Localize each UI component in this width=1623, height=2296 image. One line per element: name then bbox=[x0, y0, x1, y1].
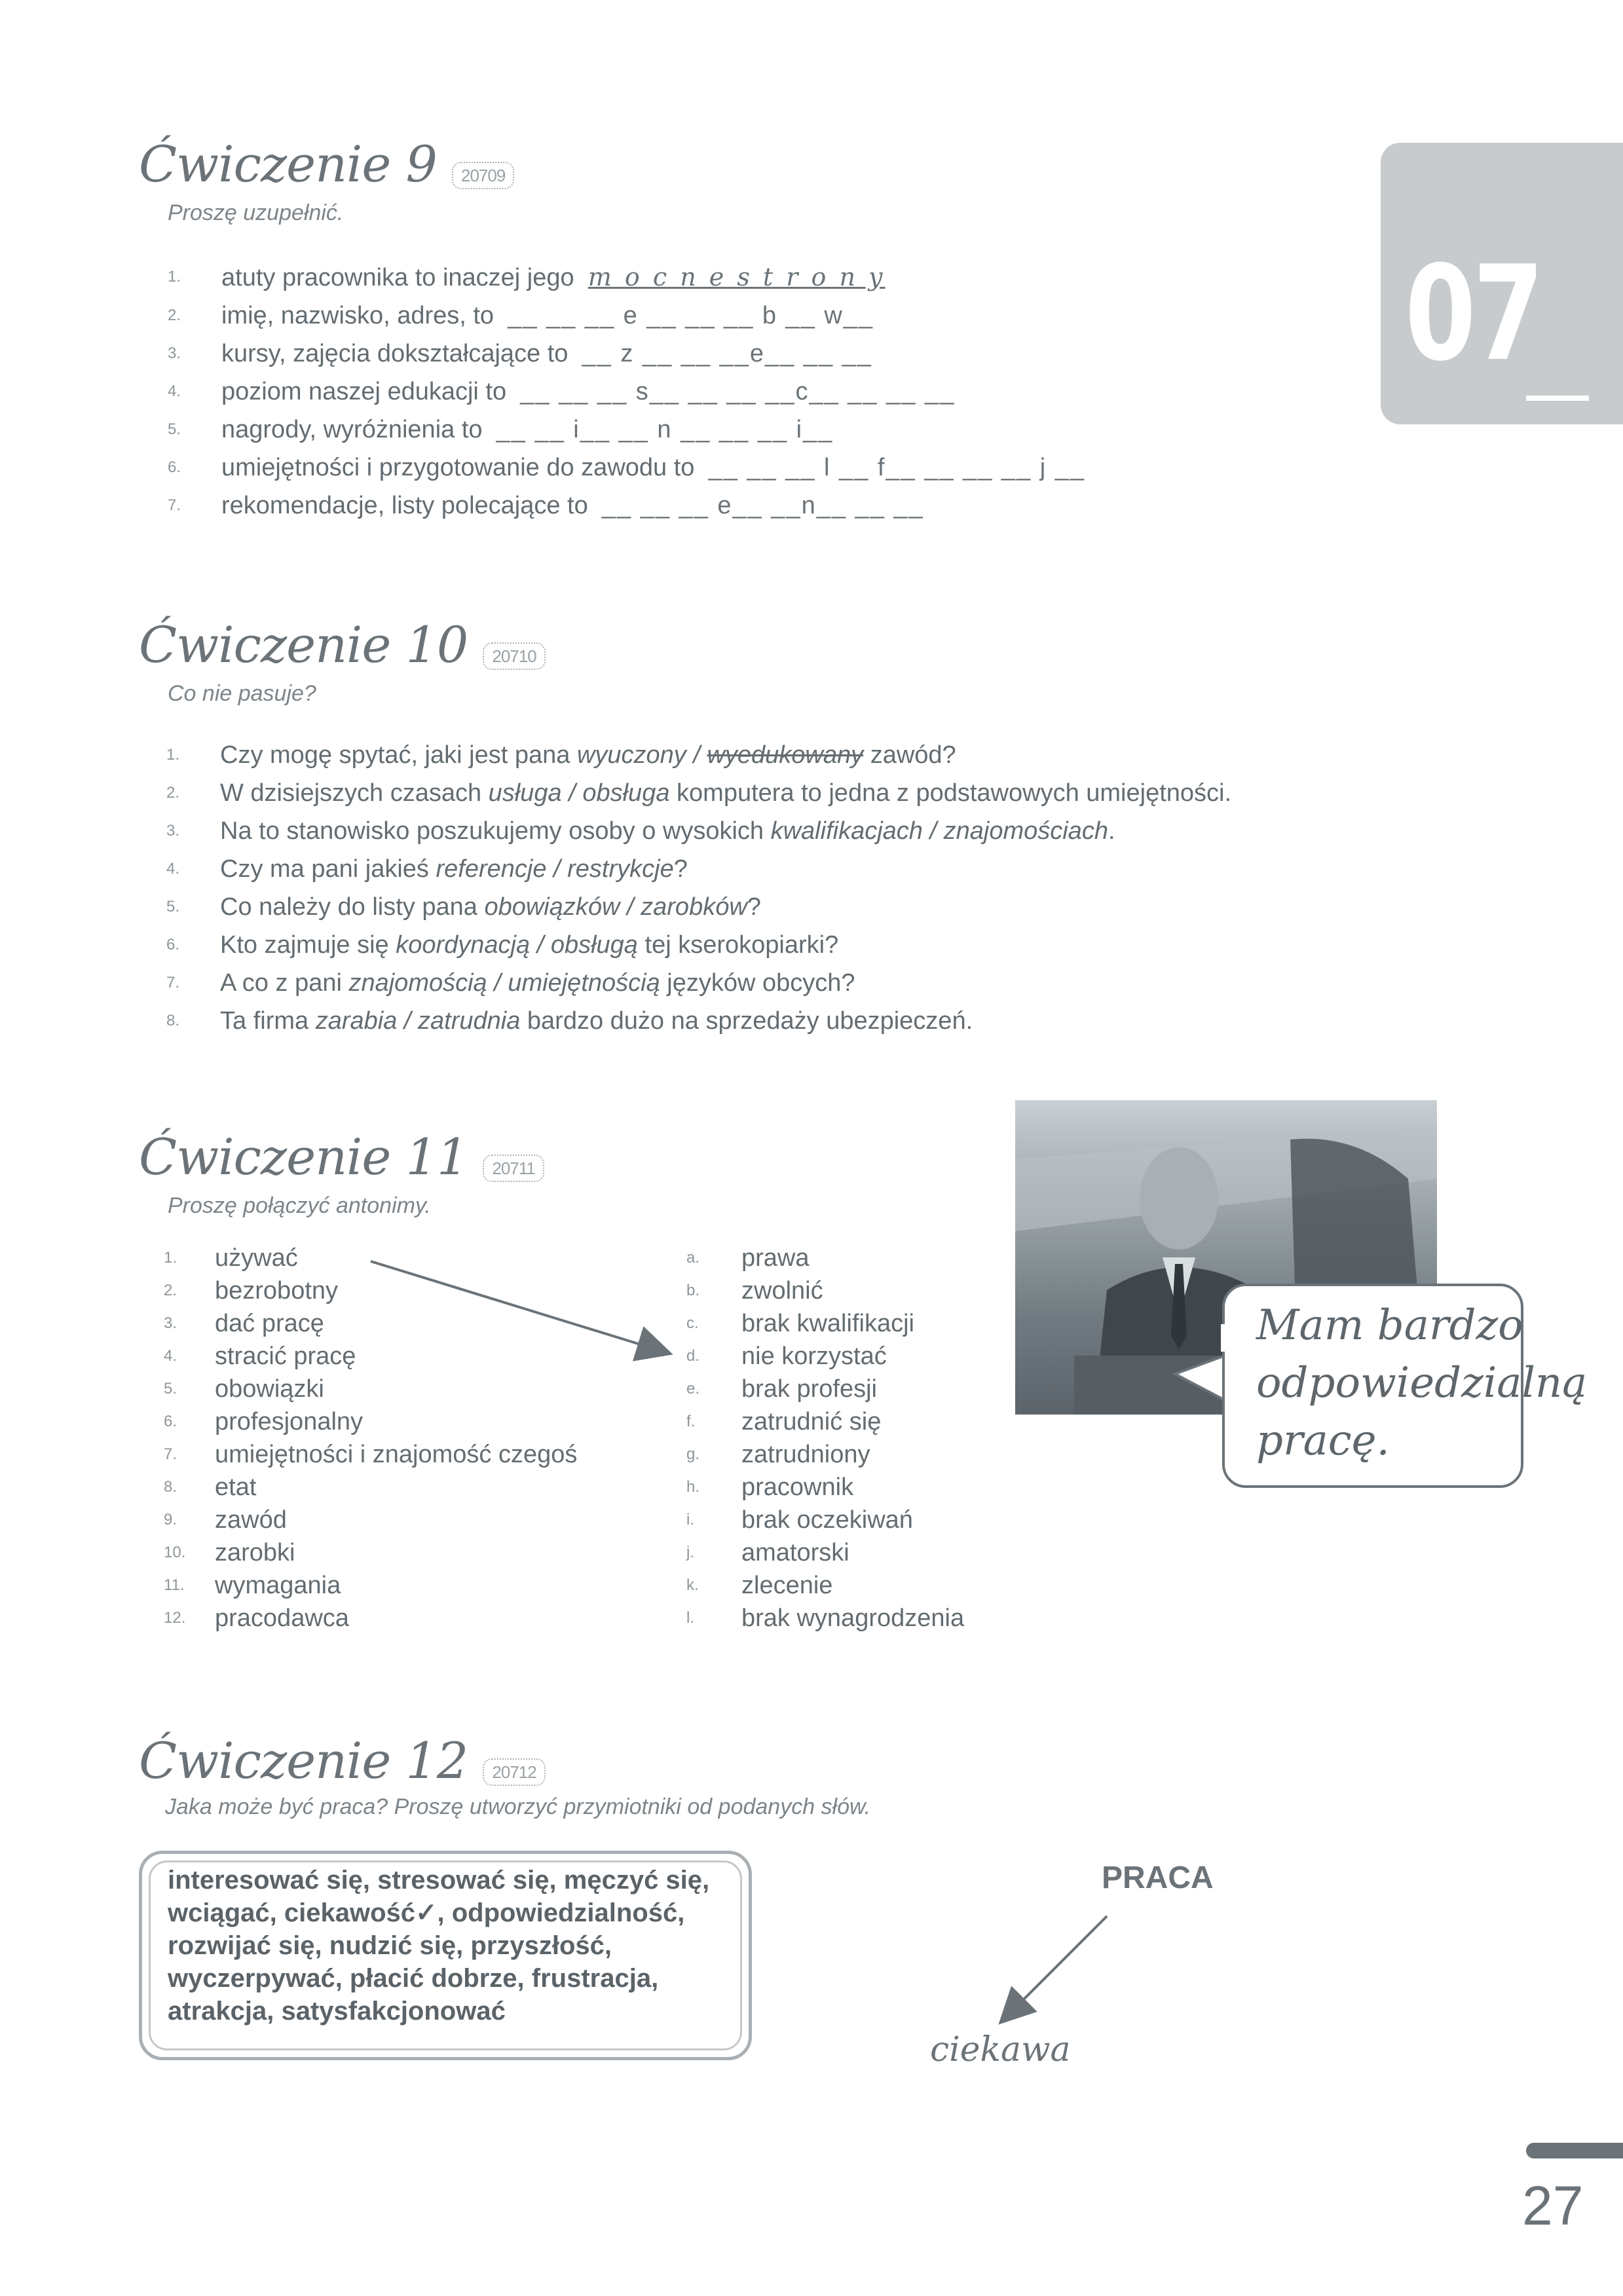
exercise-10-instruction: Co nie pasuje? bbox=[168, 681, 316, 706]
sentence-end: języków obcych? bbox=[660, 969, 855, 997]
option-2[interactable]: znajomościach bbox=[943, 817, 1108, 845]
option-1[interactable]: obowiązków bbox=[484, 893, 620, 921]
item-number: 7. bbox=[166, 974, 180, 991]
answer-blank[interactable]: __ __ __ s__ __ __ __c__ __ __ __ bbox=[520, 378, 956, 405]
item-text: nagrody, wyróżnienia to bbox=[221, 416, 483, 443]
option-separator: / bbox=[686, 741, 707, 769]
item-number: 9. bbox=[164, 1511, 177, 1528]
exercise-code: 20709 bbox=[452, 162, 514, 189]
item-letter: f. bbox=[686, 1413, 696, 1430]
option-2[interactable]: zarobków bbox=[641, 893, 747, 921]
exercise-12-instruction: Jaka może być praca? Proszę utworzyć przymiotniki od podanych słów. bbox=[165, 1794, 871, 1819]
item-number: 1. bbox=[164, 1249, 177, 1267]
sentence-start: Czy ma pani jakieś bbox=[220, 855, 436, 883]
item-text: poziom naszej edukacji to bbox=[221, 378, 507, 405]
item-text: etat bbox=[215, 1473, 257, 1501]
exercise-title-text: Ćwiczenie 11 bbox=[139, 1128, 468, 1186]
word-box-text bbox=[168, 1864, 744, 2028]
item-number: 6. bbox=[166, 936, 180, 954]
option-1[interactable]: wyuczony bbox=[576, 741, 686, 769]
sentence-end: . bbox=[1108, 817, 1115, 845]
item-text: zatrudnić się bbox=[741, 1408, 882, 1435]
sentence-start: Kto zajmuje się bbox=[220, 931, 396, 959]
bubble-line: pracę. bbox=[1256, 1416, 1390, 1465]
item-number: 4. bbox=[166, 860, 180, 878]
item-number: 12. bbox=[164, 1609, 186, 1627]
option-1[interactable]: usługa bbox=[488, 779, 562, 807]
item-text: brak oczekiwań bbox=[741, 1506, 913, 1534]
word-line: atrakcja, satysfakcjonować bbox=[168, 1997, 506, 2026]
item-letter: d. bbox=[686, 1347, 700, 1365]
item-text: brak profesji bbox=[741, 1375, 877, 1403]
word-line: wyczerpywać, płacić dobrze, frustracja, bbox=[168, 1964, 659, 1993]
item-number: 1. bbox=[166, 746, 180, 764]
item-text: stracić pracę bbox=[215, 1342, 356, 1370]
answer-blank[interactable]: __ __ i__ __ n __ __ __ i__ bbox=[496, 416, 834, 443]
item-number: 5. bbox=[166, 898, 180, 916]
item-text: obowiązki bbox=[215, 1375, 324, 1403]
exercise-9-instruction: Proszę uzupełnić. bbox=[168, 200, 344, 225]
page-number: 27 bbox=[1522, 2175, 1584, 2236]
item-number: 5. bbox=[168, 420, 181, 438]
item-letter: b. bbox=[686, 1282, 700, 1299]
option-separator: / bbox=[620, 893, 641, 921]
exercise-code: 20711 bbox=[483, 1155, 544, 1182]
sentence-end: zawód? bbox=[863, 741, 956, 769]
item-text: amatorski bbox=[741, 1539, 849, 1566]
item-number: 2. bbox=[164, 1282, 177, 1299]
item-letter: h. bbox=[686, 1478, 700, 1496]
item-number: 2. bbox=[166, 784, 180, 802]
item-text: pracodawca bbox=[215, 1604, 349, 1632]
item-number: 10. bbox=[164, 1544, 186, 1561]
item-text: umiejętności i znajomość czegoś bbox=[215, 1441, 578, 1468]
exercise-title-text: Ćwiczenie 10 bbox=[139, 616, 468, 674]
item-number: 2. bbox=[168, 306, 181, 324]
option-separator: / bbox=[397, 1007, 419, 1035]
item-text: pracownik bbox=[741, 1473, 854, 1501]
example-answer: ciekawa bbox=[930, 2030, 1071, 2069]
sentence-end: bardzo dużo na sprzedaży ubezpieczeń. bbox=[520, 1007, 973, 1035]
item-number: 4. bbox=[168, 382, 181, 400]
item-text: rekomendacje, listy polecające to bbox=[221, 492, 588, 519]
answer-blank[interactable]: __ __ __ e__ __n__ __ __ bbox=[601, 492, 924, 519]
sentence-start: Na to stanowisko poszukujemy osoby o wysokich bbox=[220, 817, 771, 845]
item-text: wymagania bbox=[215, 1572, 341, 1599]
item-letter: k. bbox=[686, 1576, 699, 1594]
item-text: umiejętności i przygotowanie do zawodu to bbox=[221, 454, 695, 481]
option-2[interactable]: umiejętnością bbox=[508, 969, 660, 997]
sentence-start: W dzisiejszych czasach bbox=[220, 779, 489, 807]
item-text: brak wynagrodzenia bbox=[741, 1604, 965, 1632]
sentence-end: ? bbox=[747, 893, 761, 921]
item-letter: e. bbox=[686, 1380, 700, 1398]
exercise-title-text: Ćwiczenie 9 bbox=[139, 135, 437, 193]
item-text: atuty pracownika to inaczej jego bbox=[221, 264, 574, 291]
word-line: rozwijać się, nudzić się, przyszłość, bbox=[168, 1931, 612, 1960]
item-text: zarobki bbox=[215, 1539, 295, 1566]
option-separator: / bbox=[922, 817, 944, 845]
option-1[interactable]: kwalifikacjach bbox=[770, 817, 923, 845]
item-number: 5. bbox=[164, 1380, 177, 1398]
chapter-number: 07 bbox=[1405, 238, 1541, 390]
item-number: 7. bbox=[168, 496, 181, 514]
item-text: zatrudniony bbox=[741, 1441, 870, 1468]
item-number: 6. bbox=[168, 458, 181, 476]
sentence-end: tej kserokopiarki? bbox=[637, 931, 839, 959]
option-2[interactable]: restrykcje bbox=[567, 855, 674, 883]
item-number: 11. bbox=[164, 1576, 185, 1594]
item-letter: i. bbox=[686, 1511, 694, 1528]
item-number: 7. bbox=[164, 1445, 177, 1463]
item-number: 3. bbox=[164, 1314, 177, 1332]
bubble-line: Mam bardzo bbox=[1256, 1301, 1523, 1350]
answer-blank[interactable]: __ __ __ l __ f__ __ __ __ j __ bbox=[708, 454, 1085, 481]
answer-blank[interactable]: __ z __ __ __e__ __ __ bbox=[582, 340, 872, 367]
speech-bubble-text bbox=[1256, 1297, 1588, 1470]
word-line: wciągać, ciekawość✓, odpowiedzialność, bbox=[168, 1898, 685, 1927]
option-2[interactable]: obsługą bbox=[550, 931, 638, 959]
sentence-end: komputera to jedna z podstawowych umiejętności. bbox=[669, 779, 1232, 807]
item-letter: c. bbox=[686, 1314, 699, 1332]
item-letter: j. bbox=[686, 1544, 694, 1561]
item-text: dać pracę bbox=[215, 1310, 324, 1337]
item-number: 3. bbox=[166, 822, 180, 840]
item-text: zlecenie bbox=[741, 1572, 833, 1599]
exercise-code: 20712 bbox=[483, 1758, 545, 1786]
option-1[interactable]: koordynacją bbox=[396, 931, 531, 959]
item-number: 3. bbox=[168, 344, 181, 362]
item-text: profesjonalny bbox=[215, 1408, 364, 1435]
handwritten-answer: m o c n e s t r o n y bbox=[588, 263, 886, 291]
page-number-bar bbox=[1526, 2143, 1623, 2158]
item-text: zwolnić bbox=[741, 1277, 823, 1305]
item-text: używać bbox=[215, 1244, 298, 1272]
center-word: PRACA bbox=[1102, 1861, 1214, 1895]
option-2-crossed[interactable]: wyedukowany bbox=[707, 741, 864, 769]
option-1[interactable]: znajomością bbox=[348, 969, 487, 997]
item-text: nie korzystać bbox=[741, 1342, 887, 1370]
sentence-start: Czy mogę spytać, jaki jest pana bbox=[220, 741, 577, 769]
exercise-11-instruction: Proszę połączyć antonimy. bbox=[168, 1193, 431, 1218]
option-2[interactable]: zatrudnia bbox=[418, 1007, 521, 1035]
item-text: bezrobotny bbox=[215, 1277, 339, 1305]
item-number: 4. bbox=[164, 1347, 177, 1365]
exercise-title-text: Ćwiczenie 12 bbox=[139, 1731, 468, 1790]
item-number: 1. bbox=[168, 268, 181, 286]
exercise-code: 20710 bbox=[483, 642, 545, 670]
sentence-start: Ta firma bbox=[220, 1007, 316, 1035]
item-text: brak kwalifikacji bbox=[741, 1310, 914, 1337]
word-line: interesować się, stresować się, męczyć się, bbox=[168, 1866, 710, 1895]
item-number: 8. bbox=[164, 1478, 177, 1496]
option-1[interactable]: zarabia bbox=[315, 1007, 398, 1035]
answer-blank[interactable]: __ __ __ e __ __ __ b __ w__ bbox=[508, 302, 874, 329]
item-letter: a. bbox=[686, 1249, 700, 1267]
item-text: kursy, zajęcia dokształcające to bbox=[221, 340, 569, 367]
item-number: 6. bbox=[164, 1413, 177, 1430]
item-number: 8. bbox=[166, 1012, 180, 1029]
option-separator: / bbox=[487, 969, 508, 997]
exercise-12-title bbox=[139, 1731, 546, 1790]
item-letter: l. bbox=[686, 1609, 694, 1627]
item-text: imię, nazwisko, adres, to bbox=[221, 302, 494, 329]
sentence-start: A co z pani bbox=[220, 969, 349, 997]
item-text: zawód bbox=[215, 1506, 287, 1534]
sentence-end: ? bbox=[673, 855, 688, 883]
bubble-tail-mask bbox=[1217, 1310, 1230, 1362]
option-separator: / bbox=[546, 855, 568, 883]
sentence-start: Co należy do listy pana bbox=[220, 893, 485, 921]
option-separator: / bbox=[561, 779, 583, 807]
option-1[interactable]: referencje bbox=[436, 855, 547, 883]
bubble-line: odpowiedzialną bbox=[1256, 1359, 1588, 1407]
item-letter: g. bbox=[686, 1445, 700, 1463]
item-text: prawa bbox=[741, 1244, 810, 1272]
option-separator: / bbox=[530, 931, 551, 959]
option-2[interactable]: obsługa bbox=[582, 779, 670, 807]
